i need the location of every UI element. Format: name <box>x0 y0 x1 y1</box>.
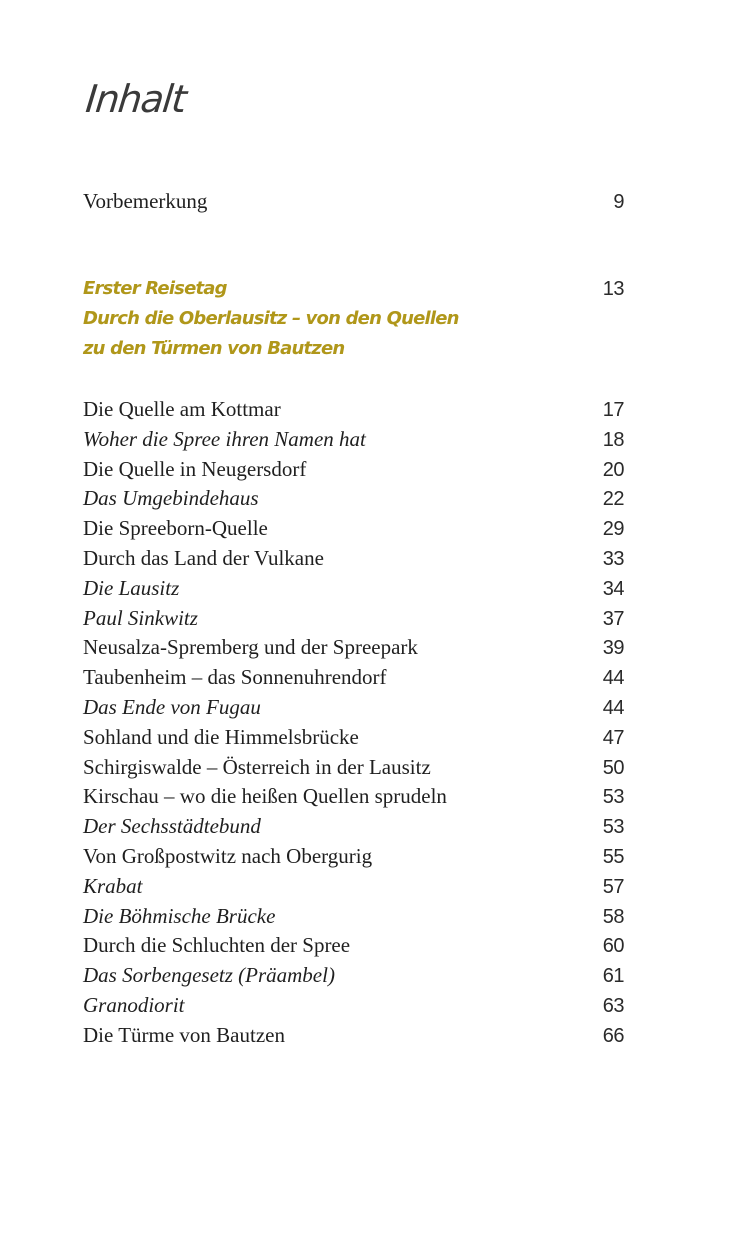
toc-entry-title: Die Spreeborn-Quelle <box>83 516 268 541</box>
toc-entry[interactable] <box>83 573 624 603</box>
toc-entry-page: 60 <box>602 935 624 958</box>
toc-entry-title: Die Böhmische Brücke <box>83 903 276 928</box>
toc-entry-page: 34 <box>602 577 624 600</box>
toc-entry-title: Schirgiswalde – Österreich in der Lausitz <box>83 754 431 779</box>
chapter-page: 13 <box>602 278 624 300</box>
page-title: Inhalt <box>83 77 188 121</box>
toc-entry-page: 47 <box>602 726 624 749</box>
toc-entry-title: Die Lausitz <box>83 575 180 600</box>
toc-entry[interactable] <box>83 960 624 990</box>
toc-entry-title: Der Sechsstädtebund <box>83 814 261 839</box>
toc-chapter[interactable] <box>83 274 624 364</box>
toc-entry-page: 18 <box>602 428 624 451</box>
toc-entry-page: 22 <box>602 488 624 511</box>
toc-entry-page: 53 <box>602 786 624 809</box>
toc-entry[interactable] <box>83 662 624 692</box>
toc-entry[interactable] <box>83 424 624 454</box>
toc-entry[interactable] <box>83 722 624 752</box>
toc-entry[interactable] <box>83 781 624 811</box>
toc-entry-title: Das Umgebindehaus <box>83 486 259 511</box>
toc-entry-page: 58 <box>602 905 624 928</box>
toc-entry-title: Sohland und die Himmelsbrücke <box>83 724 359 749</box>
toc-entry-title: Woher die Spree ihren Namen hat <box>83 426 366 451</box>
toc-entry[interactable] <box>83 841 624 871</box>
toc-entry[interactable] <box>83 990 624 1020</box>
toc-entry-title: Neusalza-Spremberg und der Spreepark <box>83 635 418 660</box>
toc-entry[interactable] <box>83 513 624 543</box>
toc-entry-page: 57 <box>602 875 624 898</box>
toc-entry-title: Das Ende von Fugau <box>83 695 261 719</box>
toc-preface-page: 9 <box>613 191 624 213</box>
toc-entry[interactable] <box>83 603 624 633</box>
toc-entry[interactable] <box>83 692 624 722</box>
toc-entry-title: Durch das Land der Vulkane <box>83 546 324 570</box>
toc-entry-title: Paul Sinkwitz <box>83 605 198 630</box>
toc-entry[interactable] <box>83 871 624 901</box>
toc-entry[interactable] <box>83 483 624 513</box>
toc-entry[interactable] <box>83 454 624 484</box>
toc-entry-page: 20 <box>602 458 624 481</box>
toc-preface-text: Vorbemerkung <box>83 189 208 213</box>
toc-entry[interactable] <box>83 632 624 662</box>
toc-entry-page: 39 <box>602 637 624 660</box>
toc-entry-title: Krabat <box>83 873 143 898</box>
toc-entry[interactable] <box>83 1020 624 1050</box>
toc-entry[interactable] <box>83 394 624 424</box>
chapter-subtitle-line-2: zu den Türmen von Bautzen <box>83 338 345 359</box>
toc-entry-title: Das Sorbengesetz (Präambel) <box>83 963 335 988</box>
toc-entry[interactable] <box>83 752 624 782</box>
chapter-subtitle-line-1: Durch die Oberlausitz – von den Quellen <box>83 308 459 329</box>
toc-entry-page: 53 <box>602 816 624 839</box>
toc-entry-page: 66 <box>602 1024 624 1047</box>
toc-entry-page: 44 <box>602 697 624 719</box>
toc-entry-title: Taubenheim – das Sonnenuhrendorf <box>83 665 387 690</box>
toc-entry-title: Die Türme von Bautzen <box>83 1022 285 1047</box>
toc-entry[interactable] <box>83 930 624 960</box>
toc-entry-title: Durch die Schluchten der Spree <box>83 933 351 958</box>
toc-entry[interactable] <box>83 543 624 573</box>
toc-preface[interactable] <box>83 186 624 216</box>
chapter-title: Erster Reisetag <box>83 278 227 299</box>
toc-entry-title: Granodiorit <box>83 993 185 1017</box>
toc-entry-page: 17 <box>602 399 624 421</box>
toc-entry[interactable] <box>83 811 624 841</box>
toc-entry-page: 44 <box>602 667 624 690</box>
toc-entry-title: Kirschau – wo die heißen Quellen sprudeln <box>83 784 447 809</box>
toc-entry-title: Von Großpostwitz nach Obergurig <box>83 844 373 868</box>
toc-entry-page: 29 <box>602 518 624 541</box>
toc-entry-page: 37 <box>602 607 624 630</box>
toc-entry-title: Die Quelle am Kottmar <box>83 397 281 421</box>
toc-entry-title: Die Quelle in Neugersdorf <box>83 456 307 481</box>
toc-entry-page: 33 <box>602 548 624 570</box>
toc-entry-page: 50 <box>602 756 624 779</box>
toc-entry-page: 55 <box>602 846 624 868</box>
toc-entry-page: 63 <box>602 995 624 1017</box>
toc-entry-page: 61 <box>602 965 624 988</box>
toc-entry[interactable] <box>83 901 624 931</box>
